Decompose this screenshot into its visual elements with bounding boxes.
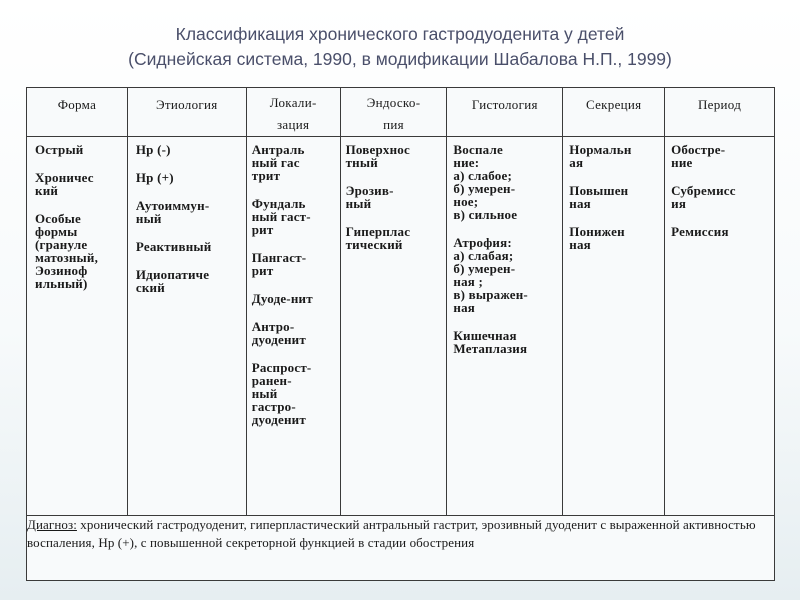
list-item: Острый — [35, 142, 84, 157]
list-item: Распрост- ранен- ный гастро- дуоденит — [251, 360, 312, 427]
header-secretion: Секреция — [563, 88, 665, 137]
list-item: Повышен ная — [569, 183, 629, 211]
header-localization: Локали- зация — [246, 88, 340, 137]
list-item: Пангаст- рит — [251, 250, 307, 278]
list-item: Антро- дуоденит — [251, 319, 306, 347]
list-item: Понижен ная — [569, 224, 625, 252]
list-item: Нр (+) — [135, 170, 174, 185]
diagnosis-cell — [27, 516, 775, 581]
form-cell — [27, 137, 128, 516]
list-item: Субремисс ия — [671, 183, 736, 211]
list-item: Особые формы (грануле матозный, Эозиноф ильный) — [35, 211, 99, 291]
slide-title — [0, 22, 800, 72]
list-item: Хроничес кий — [35, 170, 94, 198]
list-item: Гиперплас тический — [345, 224, 411, 252]
title-line-1: Классификация хронического гастродуоденита у детей — [175, 24, 625, 44]
list-item: Аутоиммун- ный — [135, 198, 210, 226]
list-item: Кишечная Метаплазия — [453, 328, 528, 356]
localization-cell — [246, 137, 340, 516]
body-row — [27, 137, 775, 516]
list-item: Ремиссия — [671, 224, 729, 239]
list-item: Идиопатиче ский — [135, 267, 210, 295]
etiology-cell — [127, 137, 246, 516]
header-etiology: Этиология — [127, 88, 246, 137]
list-item: Воспале ние: а) слабое; б) умерен- ное; в) сильное — [453, 142, 518, 222]
list-item: Поверхнос тный — [345, 142, 410, 170]
list-item: Нр (-) — [135, 142, 171, 157]
header-row — [27, 88, 775, 137]
list-item: Обостре- ние — [671, 142, 726, 170]
diagnosis-label: Диагноз: — [27, 517, 77, 532]
diagnosis-text: хронический гастродуоденит, гиперпластический антральный гастрит, эрозивный дуоденит с выраженной активностью воспаления, Нр (+), с повышенной секреторной функцией в стадии обострения — [27, 517, 756, 550]
header-period: Период — [665, 88, 775, 137]
endoscopy-cell — [340, 137, 447, 516]
header-form: Форма — [27, 88, 128, 137]
secretion-cell — [563, 137, 665, 516]
histology-cell — [447, 137, 563, 516]
diagnosis-row — [27, 516, 775, 581]
header-endoscopy: Эндоско- пия — [340, 88, 447, 137]
list-item: Эрозив- ный — [345, 183, 394, 211]
classification-table — [26, 87, 775, 581]
header-histology: Гистология — [447, 88, 563, 137]
list-item: Антраль ный гас трит — [251, 142, 305, 183]
list-item: Дуоде-нит — [251, 291, 313, 306]
list-item: Реактивный — [135, 239, 212, 254]
list-item: Атрофия: а) слабая; б) умерен- ная ; в) выражен- ная — [453, 235, 528, 315]
list-item: Фундаль ный гаст- рит — [251, 196, 311, 237]
period-cell — [665, 137, 775, 516]
list-item: Нормальн ая — [569, 142, 632, 170]
title-line-2: (Сиднейская система, 1990, в модификации Шабалова Н.П., 1999) — [128, 49, 672, 69]
